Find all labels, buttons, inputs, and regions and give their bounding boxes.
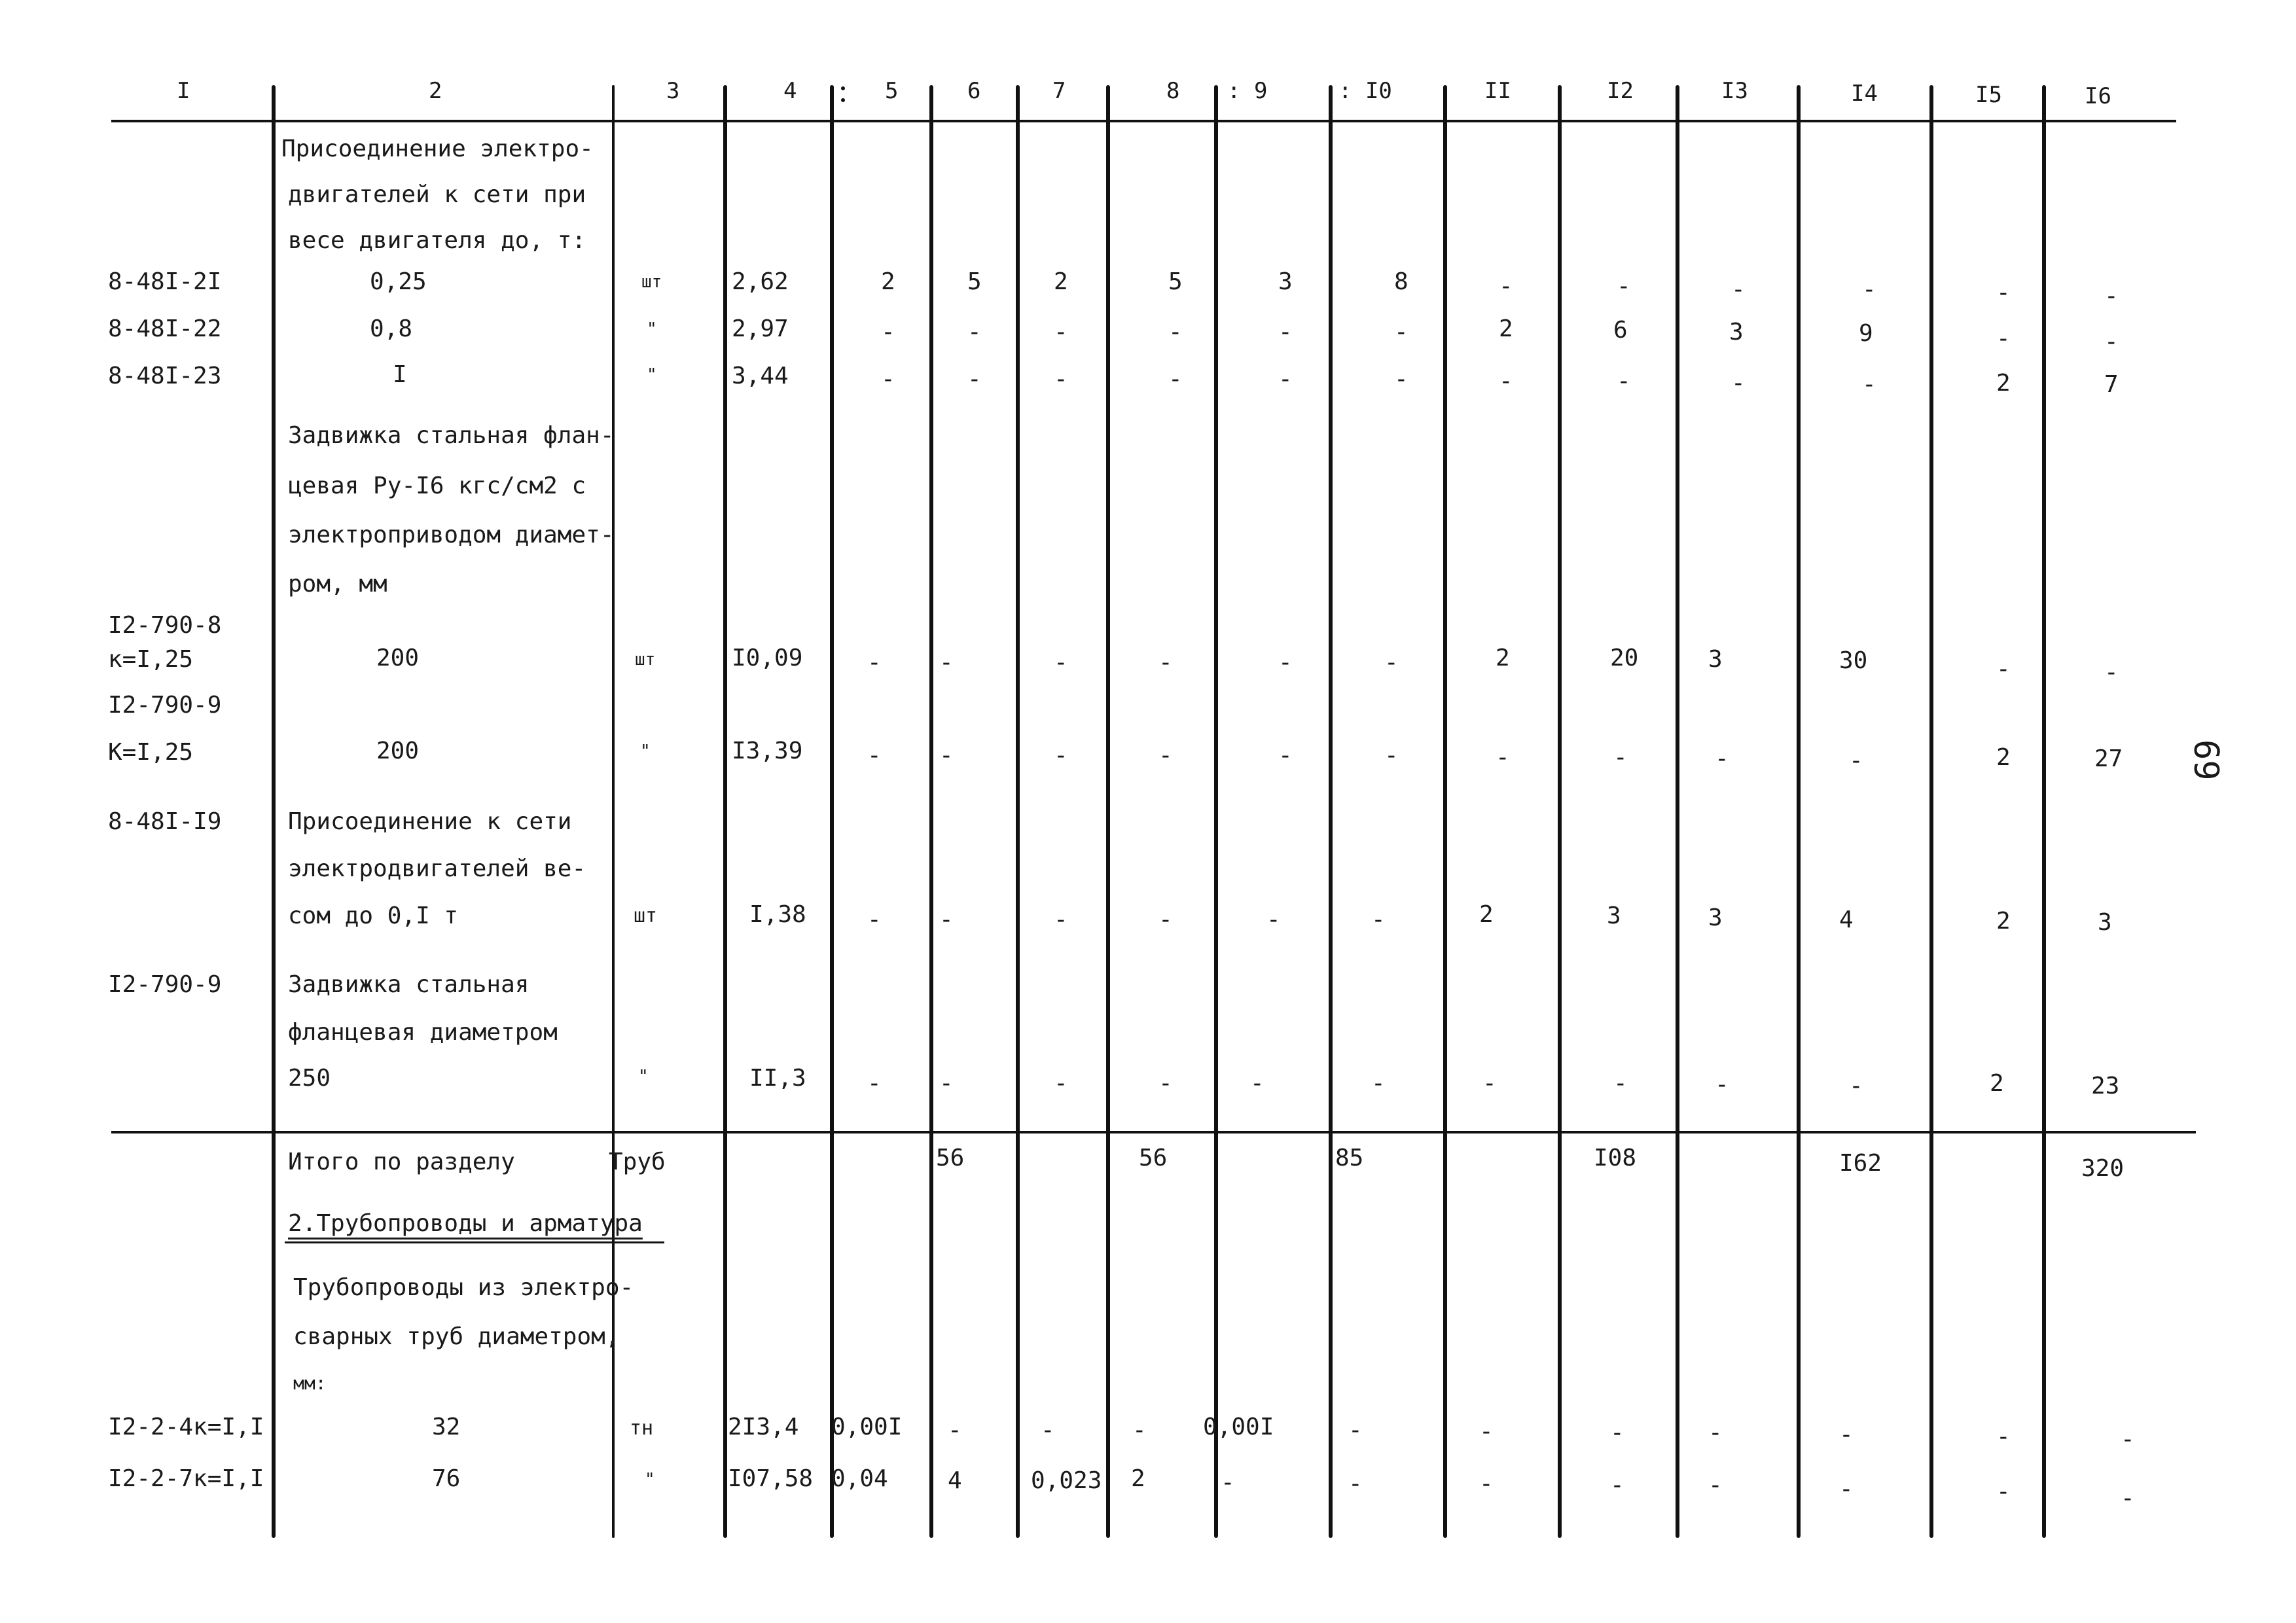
header-col-5: 5 xyxy=(885,78,899,104)
row-name: 32 xyxy=(432,1414,461,1440)
cell-11: 2 xyxy=(1479,901,1494,928)
cell-6: - xyxy=(967,366,982,393)
cell-12: - xyxy=(1610,1419,1624,1446)
col-divider-6 xyxy=(1016,85,1020,1538)
col-divider-2 xyxy=(612,85,615,1538)
cell-14: - xyxy=(1839,1421,1854,1448)
cell-14: - xyxy=(1862,371,1876,398)
cell-5: - xyxy=(881,319,895,346)
colon-dot xyxy=(841,98,845,102)
header-col-11: II xyxy=(1484,78,1511,104)
cell-6: - xyxy=(948,1417,962,1444)
total-cell-14: I62 xyxy=(1839,1150,1882,1177)
cell-12: - xyxy=(1617,368,1631,395)
cell-15: - xyxy=(1996,1478,2011,1505)
cell-9: - xyxy=(1278,742,1293,769)
section-title-line: сварных труб диаметром, xyxy=(293,1323,620,1350)
cell-10: - xyxy=(1371,1070,1386,1097)
header-col-1: I xyxy=(177,78,190,104)
row-norm: I,38 xyxy=(749,901,806,928)
row-norm: 2,97 xyxy=(732,315,789,342)
row-norm: 2I3,4 xyxy=(728,1414,799,1440)
cell-14: - xyxy=(1849,1073,1863,1099)
section-rule xyxy=(111,1131,2196,1133)
cell-14: 30 xyxy=(1839,647,1868,674)
total-cell-10: 85 xyxy=(1335,1145,1364,1171)
row-code-coef: к=I,25 xyxy=(108,646,194,673)
cell-9: - xyxy=(1278,366,1293,393)
header-col-9: : 9 xyxy=(1227,78,1268,104)
section-title-line: двигателей к сети при xyxy=(288,181,586,208)
row-code: 8-48I-2I xyxy=(108,268,222,295)
cell-11: - xyxy=(1479,1418,1494,1445)
cell-15: - xyxy=(1996,279,2011,306)
section-title-line: мм: xyxy=(293,1372,327,1394)
row-norm: II,3 xyxy=(749,1065,806,1092)
cell-13: - xyxy=(1715,745,1729,772)
header-col-14: I4 xyxy=(1851,80,1878,107)
cell-5: - xyxy=(867,1070,882,1097)
total-cell-16: 320 xyxy=(2081,1155,2125,1182)
header-col-7: 7 xyxy=(1052,78,1066,104)
cell-7: - xyxy=(1054,1070,1068,1097)
cell-16: - xyxy=(2121,1485,2135,1512)
cell-13: - xyxy=(1715,1071,1729,1098)
cell-12: 20 xyxy=(1610,645,1639,671)
cell-9: 3 xyxy=(1278,268,1293,295)
col-divider-14 xyxy=(1929,85,1933,1538)
cell-11: - xyxy=(1499,368,1513,395)
cell-13: - xyxy=(1731,276,1746,303)
row-code: I2-790-9 xyxy=(108,692,222,719)
cell-13: 3 xyxy=(1708,904,1723,931)
total-cell-6: 56 xyxy=(936,1145,965,1171)
cell-6: 4 xyxy=(948,1467,962,1494)
heading-underline xyxy=(285,1241,664,1243)
row-unit: " xyxy=(640,741,651,761)
cell-6: - xyxy=(939,649,954,676)
cell-13: - xyxy=(1731,370,1746,397)
cell-15: - xyxy=(1996,1423,2011,1450)
cell-9: - xyxy=(1221,1469,1235,1496)
cell-10: - xyxy=(1394,366,1408,393)
row-code: 8-48I-23 xyxy=(108,363,222,389)
section-title-line: Трубопроводы из электро- xyxy=(293,1274,634,1301)
cell-12: - xyxy=(1617,273,1631,300)
cell-12: 3 xyxy=(1607,902,1621,929)
cell-16: - xyxy=(2104,329,2119,355)
total-unit: Труб xyxy=(609,1149,666,1175)
row-name-line: Задвижка стальная xyxy=(288,971,529,998)
col-divider-7 xyxy=(1106,85,1110,1538)
cell-9: - xyxy=(1250,1070,1265,1097)
cell-8: - xyxy=(1168,366,1183,393)
cell-13: - xyxy=(1708,1419,1723,1446)
cell-14: - xyxy=(1849,747,1863,774)
cell-6: - xyxy=(967,319,982,346)
col-divider-1 xyxy=(272,85,276,1538)
row-name: 0,25 xyxy=(370,268,427,295)
cell-16: 23 xyxy=(2091,1073,2120,1099)
cell-7: - xyxy=(1054,366,1068,393)
cell-11: 2 xyxy=(1496,645,1510,671)
cell-5: - xyxy=(867,742,882,769)
header-rule xyxy=(111,120,2176,122)
section-heading: 2.Трубопроводы и арматура xyxy=(288,1210,643,1237)
row-code: I2-2-4к=I,I xyxy=(108,1414,264,1440)
row-name-line: электродвигателей ве- xyxy=(288,855,586,882)
cell-12: - xyxy=(1613,744,1628,771)
row-name: I xyxy=(393,361,407,388)
cell-6: - xyxy=(939,1070,954,1097)
section-title-line: весе двигателя до, т: xyxy=(288,227,586,254)
row-unit: " xyxy=(647,365,657,385)
cell-8: - xyxy=(1158,906,1173,933)
header-col-2: 2 xyxy=(429,78,442,104)
col-divider-9 xyxy=(1329,85,1333,1538)
row-unit: шт xyxy=(641,272,662,292)
col-divider-5 xyxy=(929,85,933,1538)
cell-10: - xyxy=(1394,319,1408,346)
total-label: Итого по разделу xyxy=(288,1149,515,1175)
cell-8: 5 xyxy=(1168,268,1183,295)
col-divider-15 xyxy=(2042,85,2046,1538)
cell-6: - xyxy=(939,742,954,769)
section-title-line: цевая Ру-I6 кгс/см2 с xyxy=(288,473,586,499)
col-divider-10 xyxy=(1443,85,1447,1538)
cell-5: - xyxy=(867,649,882,676)
cell-10: - xyxy=(1384,649,1399,676)
cell-12: - xyxy=(1610,1472,1624,1499)
cell-10: - xyxy=(1384,742,1399,769)
cell-11: - xyxy=(1479,1471,1494,1497)
row-unit: шт xyxy=(634,904,658,927)
row-name-line: сом до 0,I т xyxy=(288,902,459,929)
cell-7: - xyxy=(1041,1417,1055,1444)
cell-14: - xyxy=(1862,276,1876,303)
cell-13: - xyxy=(1708,1472,1723,1499)
cell-16: - xyxy=(2121,1426,2135,1453)
cell-11: - xyxy=(1499,273,1513,300)
row-code: I2-790-9 xyxy=(108,971,222,998)
cell-16: - xyxy=(2104,283,2119,310)
cell-15: 2 xyxy=(1990,1070,2004,1097)
section-title-line: Присоединение электро- xyxy=(281,135,594,162)
col-divider-4 xyxy=(830,85,834,1538)
cell-7: - xyxy=(1054,649,1068,676)
cell-8: - xyxy=(1158,742,1173,769)
cell-11: - xyxy=(1482,1070,1497,1097)
cell-15: - xyxy=(1996,325,2011,352)
cell-9: - xyxy=(1278,319,1293,346)
header-col-13: I3 xyxy=(1721,78,1748,104)
section-title-line: электроприводом диамет- xyxy=(288,522,615,548)
row-name-line: 250 xyxy=(288,1065,331,1092)
cell-10: 8 xyxy=(1394,268,1408,295)
section-title-line: ром, мм xyxy=(288,571,387,597)
row-name: 0,8 xyxy=(370,315,413,342)
cell-11: - xyxy=(1496,744,1510,771)
page-number: 69 xyxy=(2186,740,2225,781)
colon-dot xyxy=(841,86,845,90)
row-code: I2-790-8 xyxy=(108,612,222,639)
header-col-15: I5 xyxy=(1975,82,2002,108)
cell-15: 2 xyxy=(1996,744,2011,771)
cell-16: 27 xyxy=(2094,745,2123,772)
row-norm: 2,62 xyxy=(732,268,789,295)
cell-15: 2 xyxy=(1996,908,2011,935)
row-name: 76 xyxy=(432,1465,461,1492)
col-divider-12 xyxy=(1676,85,1679,1538)
cell-8: - xyxy=(1168,319,1183,346)
cell-15: 2 xyxy=(1996,370,2011,397)
cell-7: - xyxy=(1054,319,1068,346)
header-col-12: I2 xyxy=(1607,78,1634,104)
row-name-line: Присоединение к сети xyxy=(288,808,572,835)
row-norm: 3,44 xyxy=(732,363,789,389)
cell-9: - xyxy=(1266,906,1281,933)
row-code: I2-2-7к=I,I xyxy=(108,1465,264,1492)
header-col-6: 6 xyxy=(967,78,981,104)
cell-8: - xyxy=(1158,1070,1173,1097)
row-norm: I0,09 xyxy=(732,645,803,671)
cell-7: 0,023 xyxy=(1031,1467,1102,1494)
row-unit: шт xyxy=(635,650,656,669)
section-title-line: Задвижка стальная флан- xyxy=(288,422,615,449)
row-norm: I3,39 xyxy=(732,738,803,764)
header-col-10: : I0 xyxy=(1338,78,1392,104)
col-divider-13 xyxy=(1797,85,1801,1538)
cell-7: - xyxy=(1054,906,1068,933)
row-code: 8-48I-I9 xyxy=(108,808,222,835)
total-cell-8: 56 xyxy=(1139,1145,1168,1171)
row-code-coef: К=I,25 xyxy=(108,739,194,766)
cell-6: - xyxy=(939,906,954,933)
cell-10: - xyxy=(1348,1417,1363,1444)
cell-5: - xyxy=(881,366,895,393)
row-unit: тн xyxy=(630,1417,654,1440)
cell-7: 2 xyxy=(1054,268,1068,295)
cell-16: 3 xyxy=(2098,909,2112,936)
col-divider-8 xyxy=(1214,85,1218,1538)
cell-9: - xyxy=(1278,649,1293,676)
header-col-3: 3 xyxy=(666,78,680,104)
cell-5: - xyxy=(867,906,882,933)
cell-14: 4 xyxy=(1839,906,1854,933)
cell-16: - xyxy=(2104,659,2119,686)
row-name-line: фланцевая диаметром xyxy=(288,1019,558,1046)
row-name: 200 xyxy=(376,645,420,671)
cell-13: 3 xyxy=(1708,646,1723,673)
cell-6: 5 xyxy=(967,268,982,295)
row-name: 200 xyxy=(376,738,420,764)
cell-10: - xyxy=(1371,906,1386,933)
cell-5: 2 xyxy=(881,268,895,295)
header-col-16: I6 xyxy=(2085,83,2111,109)
total-cell-12: I08 xyxy=(1594,1145,1637,1171)
cell-5: 0,04 xyxy=(831,1465,888,1492)
cell-15: - xyxy=(1996,656,2011,683)
cell-14: 9 xyxy=(1859,320,1873,347)
cell-12: - xyxy=(1613,1070,1628,1097)
cell-12: 6 xyxy=(1613,317,1628,344)
header-col-8: 8 xyxy=(1166,78,1180,104)
cell-13: 3 xyxy=(1729,319,1744,346)
header-col-4: 4 xyxy=(783,78,797,104)
row-unit: " xyxy=(638,1067,649,1086)
row-unit: " xyxy=(647,319,657,339)
cell-7: - xyxy=(1054,742,1068,769)
cell-8: - xyxy=(1132,1417,1147,1444)
row-unit: " xyxy=(645,1470,655,1489)
row-code: 8-48I-22 xyxy=(108,315,222,342)
cell-9: 0,00I xyxy=(1203,1414,1274,1440)
col-divider-11 xyxy=(1558,85,1562,1538)
cell-8: 2 xyxy=(1131,1465,1145,1492)
row-norm: I07,58 xyxy=(728,1465,814,1492)
cell-16: 7 xyxy=(2104,371,2119,398)
cell-14: - xyxy=(1839,1476,1854,1503)
col-divider-3 xyxy=(723,85,727,1538)
cell-5: 0,00I xyxy=(831,1414,903,1440)
cell-11: 2 xyxy=(1499,315,1513,342)
cell-10: - xyxy=(1348,1471,1363,1497)
cell-8: - xyxy=(1158,649,1173,676)
